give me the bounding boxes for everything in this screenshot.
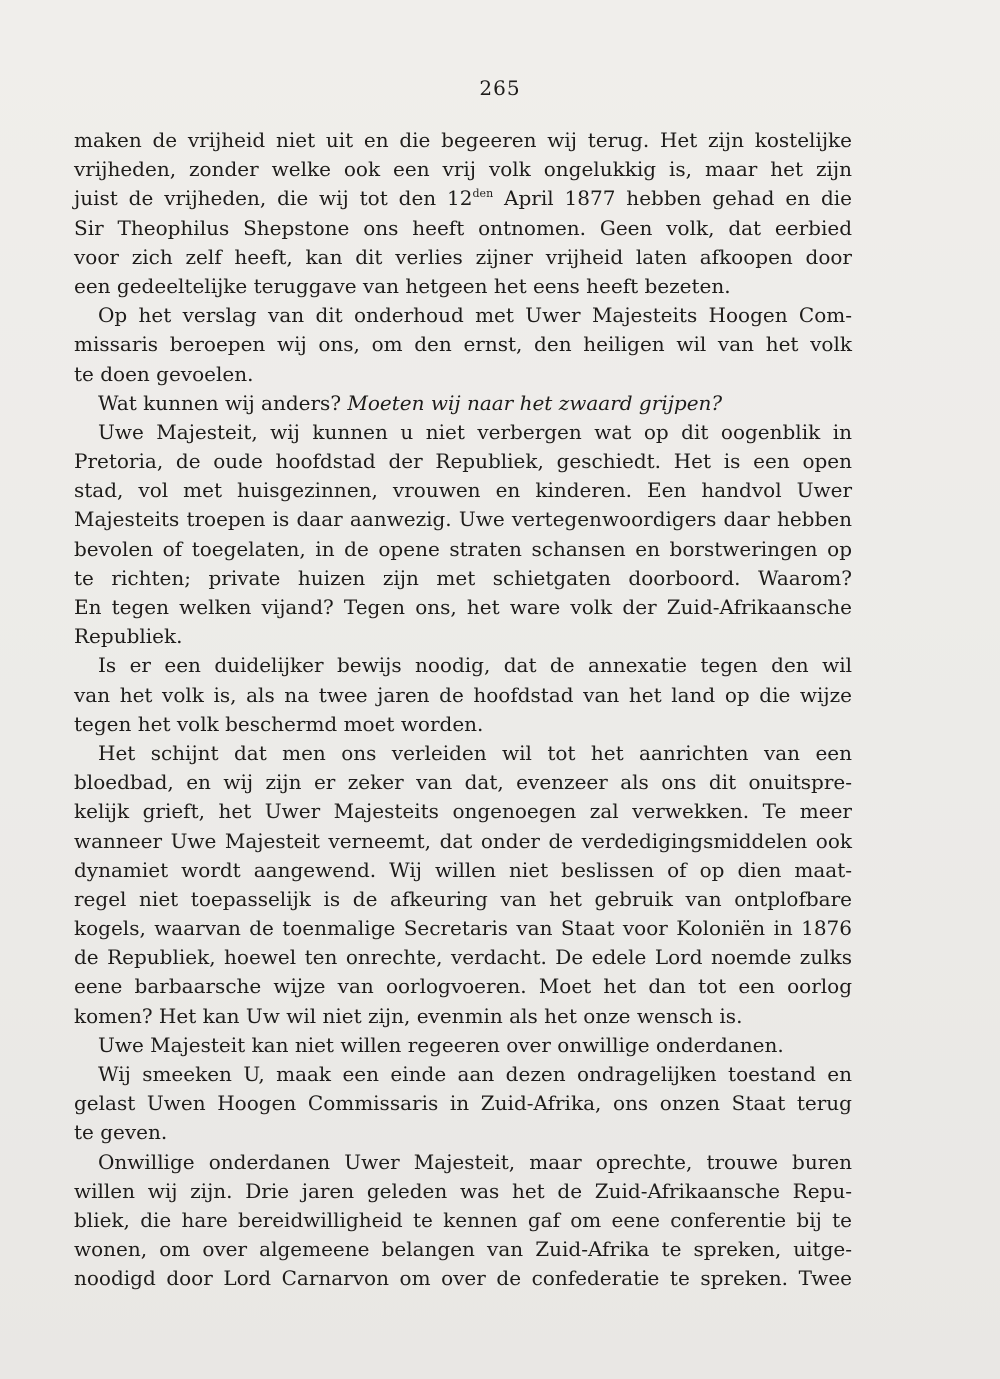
text-line: Sir Theophilus Shepstone ons heeft ontnomen. Geen volk, dat eerbied (74, 215, 852, 240)
text-segment: juist de vrijheden, die wij tot den 12 (74, 186, 473, 211)
text-line: kogels, waarvan de toenmalige Secretaris van Staat voor Koloniën in 1876 (74, 916, 852, 941)
paragraph-start-line: Uwe Majesteit kan niet willen regeeren over onwillige onderdanen. (98, 1032, 784, 1057)
text-line: komen? Het kan Uw wil niet zijn, evenmin als het onze wensch is. (74, 1003, 743, 1028)
text-line: bloedbad, en wij zijn er zeker van dat, evenzeer als ons dit onuitspre- (74, 770, 852, 795)
paragraph-start-line: Is er een duidelijker bewijs noodig, dat de annexatie tegen den wil (98, 653, 852, 678)
text-line: willen wij zijn. Drie jaren geleden was het de Zuid-Afrikaansche Repu- (74, 1178, 852, 1203)
text-line: te geven. (74, 1120, 168, 1145)
text-line: stad, vol met huisgezinnen, vrouwen en kinderen. Een handvol Uwer (74, 478, 852, 503)
text-line: dynamiet wordt aangewend. Wij willen niet beslissen of op dien maat- (74, 857, 852, 882)
text-line: van het volk is, als na twee jaren de hoofdstad van het land op die wijze (74, 682, 852, 707)
text-line: vrijheden, zonder welke ook een vrij volk ongelukkig is, maar het zijn (74, 157, 852, 182)
text-line: bliek, die hare bereidwilligheid te kennen gaf om eene conferentie bij te (74, 1207, 852, 1232)
text-line: En tegen welken vijand? Tegen ons, het ware volk der Zuid-Afrikaansche (74, 595, 852, 619)
text-line: tegen het volk beschermd moet worden. (74, 711, 484, 736)
text-line: kelijk grieft, het Uwer Majesteits ongenoegen zal verwekken. Te meer (74, 799, 852, 824)
text-line: de Republiek, hoewel ten onrechte, verdacht. De edele Lord noemde zulks (74, 945, 852, 970)
body-text (74, 126, 852, 1294)
paragraph-start-line: Wij smeeken U, maak een einde aan dezen ondragelijken toestand en (98, 1062, 852, 1086)
text-line: gelast Uwen Hoogen Commissaris in Zuid-Afrika, ons onzen Staat terug (74, 1091, 852, 1116)
text-line: bevolen of toegelaten, in de opene straten schansen en borstweringen op (74, 536, 852, 561)
text-line: Republiek. (74, 624, 183, 649)
paragraph-start-line (74, 389, 852, 418)
text-line: Pretoria, de oude hoofdstad der Republiek, geschiedt. Het is een open (74, 449, 852, 474)
text-line: Majesteits troepen is daar aanwezig. Uwe vertegenwoordigers daar hebben (74, 507, 852, 532)
paragraph-start-line: Uwe Majesteit, wij kunnen u niet verbergen wat op dit oogenblik in (98, 419, 852, 444)
text-line: een gedeeltelijke teruggave van hetgeen het eens heeft bezeten. (74, 273, 731, 298)
text-line: missaris beroepen wij ons, om den ernst, den heiligen wil van het volk (74, 332, 852, 357)
paragraph-start-line: Het schijnt dat men ons verleiden wil tot het aanrichten van een (98, 740, 852, 765)
text-line: wonen, om over algemeene belangen van Zuid-Afrika te spreken, uitge- (74, 1237, 852, 1262)
text-line: eene barbaarsche wijze van oorlogvoeren. Moet het dan tot een oorlog (74, 974, 852, 999)
text-line (74, 184, 852, 213)
text-line: noodigd door Lord Carnarvon om over de confederatie te spreken. Twee (74, 1266, 852, 1291)
italic-question: Moeten wij naar het zwaard grijpen? (347, 390, 723, 415)
text-line: regel niet toepasselijk is de afkeuring van het gebruik van ontplofbare (74, 886, 852, 911)
text-segment: Wat kunnen wij anders? (98, 390, 348, 415)
superscript: den (472, 187, 494, 201)
text-line: wanneer Uwe Majesteit verneemt, dat onder de verdedigingsmiddelen ook (74, 828, 852, 853)
page-number: 265 (479, 76, 521, 100)
text-line: maken de vrijheid niet uit en die begeeren wij terug. Het zijn kostelijke (74, 128, 852, 152)
paragraph-start-line: Onwillige onderdanen Uwer Majesteit, maar oprechte, trouwe buren (98, 1149, 852, 1174)
text-line: voor zich zelf heeft, kan dit verlies zijner vrijheid laten afkoopen door (74, 244, 852, 269)
text-line: te richten; private huizen zijn met schietgaten doorboord. Waarom? (74, 565, 852, 590)
paragraph-start-line: Op het verslag van dit onderhoud met Uwer Majesteits Hoogen Com- (98, 303, 852, 328)
text-line: te doen gevoelen. (74, 361, 254, 386)
text-segment: April 1877 hebben gehad en die (493, 186, 853, 211)
